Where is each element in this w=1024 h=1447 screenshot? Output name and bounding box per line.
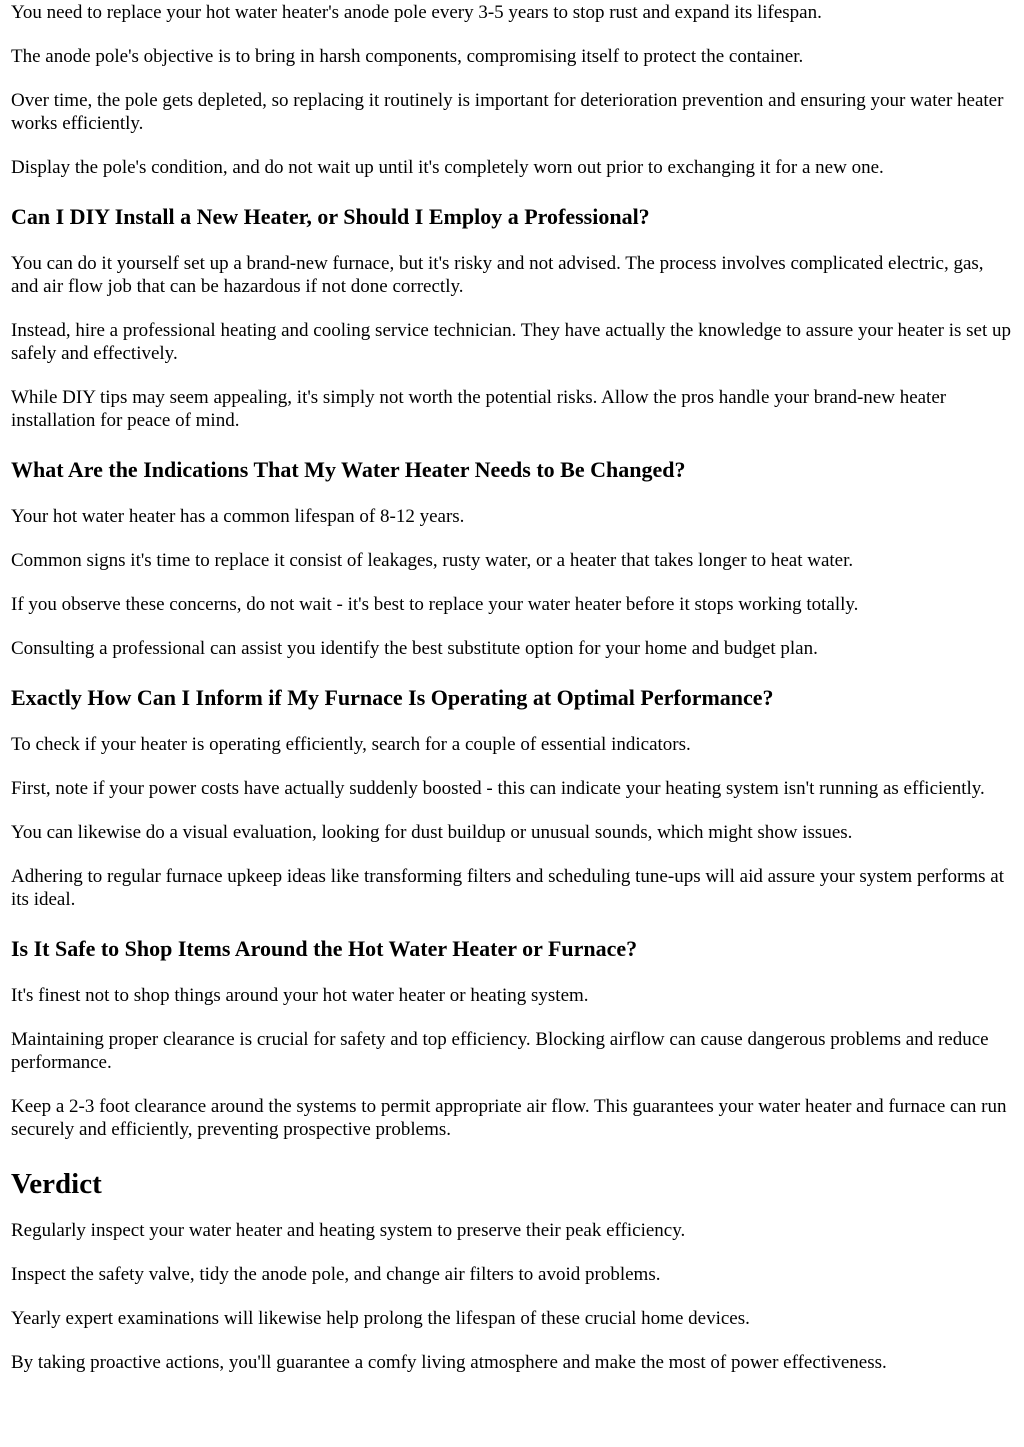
article-body	[0, 1, 1024, 1374]
paragraph: Adhering to regular furnace upkeep ideas like transforming filters and scheduling tune-ups will aid assure your system performs at its ideal.	[11, 866, 1004, 910]
diy-section	[11, 204, 1013, 432]
verdict-section	[11, 1167, 1013, 1374]
storage-section	[11, 936, 1013, 1141]
paragraph: Inspect the safety valve, tidy the anode pole, and change air filters to avoid problems.	[11, 1264, 661, 1285]
paragraph: Display the pole's condition, and do not wait up until it's completely worn out prior to exchanging it for a new one.	[11, 157, 884, 178]
paragraph: While DIY tips may seem appealing, it's simply not worth the potential risks. Allow the pros handle your brand-new heater installation for peace of mind.	[11, 387, 947, 431]
paragraph: If you observe these concerns, do not wait - it's best to replace your water heater before it stops working totally.	[11, 594, 859, 615]
paragraph: First, note if your power costs have actually suddenly boosted - this can indicate your heating system isn't running as efficiently.	[11, 778, 985, 799]
paragraph: Maintaining proper clearance is crucial for safety and top efficiency. Blocking airflow can cause dangerous problems and reduce performance.	[11, 1029, 989, 1073]
paragraph: You can do it yourself set up a brand-new furnace, but it's risky and not advised. The process involves complicated electric, gas, and air flow job that can be hazardous if not done correctly.	[11, 253, 984, 297]
paragraph: Instead, hire a professional heating and cooling service technician. They have actually the knowledge to assure your heater is set up safely and effectively.	[11, 320, 1011, 364]
indications-section	[11, 457, 1013, 660]
paragraph: Keep a 2-3 foot clearance around the systems to permit appropriate air flow. This guarantees your water heater and furnace can run securely and efficiently, preventing prospective problems.	[11, 1096, 1007, 1140]
performance-section	[11, 685, 1013, 911]
paragraph: You can likewise do a visual evaluation, looking for dust buildup or unusual sounds, which might show issues.	[11, 822, 853, 843]
paragraph: Regularly inspect your water heater and heating system to preserve their peak efficiency.	[11, 1220, 686, 1241]
paragraph: To check if your heater is operating efficiently, search for a couple of essential indicators.	[11, 734, 691, 755]
intro-section	[11, 1, 1013, 179]
paragraph: The anode pole's objective is to bring in harsh components, compromising itself to protect the container.	[11, 46, 804, 67]
paragraph: Your hot water heater has a common lifespan of 8-12 years.	[11, 506, 465, 527]
paragraph: Consulting a professional can assist you identify the best substitute option for your home and budget plan.	[11, 638, 818, 659]
verdict-heading: Verdict	[11, 1168, 102, 1200]
section-heading: Can I DIY Install a New Heater, or Should I Employ a Professional?	[11, 204, 650, 229]
paragraph: By taking proactive actions, you'll guarantee a comfy living atmosphere and make the most of power effectiveness.	[11, 1352, 887, 1373]
section-heading: Exactly How Can I Inform if My Furnace Is Operating at Optimal Performance?	[11, 685, 774, 710]
paragraph: It's finest not to shop things around your hot water heater or heating system.	[11, 985, 589, 1006]
section-heading: Is It Safe to Shop Items Around the Hot Water Heater or Furnace?	[11, 936, 638, 961]
paragraph: You need to replace your hot water heater's anode pole every 3-5 years to stop rust and expand its lifespan.	[11, 2, 822, 23]
paragraph: Common signs it's time to replace it consist of leakages, rusty water, or a heater that takes longer to heat water.	[11, 550, 854, 571]
paragraph: Yearly expert examinations will likewise help prolong the lifespan of these crucial home devices.	[11, 1308, 750, 1329]
section-heading: What Are the Indications That My Water Heater Needs to Be Changed?	[11, 457, 686, 482]
paragraph: Over time, the pole gets depleted, so replacing it routinely is important for deterioration prevention and ensuring your water heater works efficiently.	[11, 90, 1004, 134]
